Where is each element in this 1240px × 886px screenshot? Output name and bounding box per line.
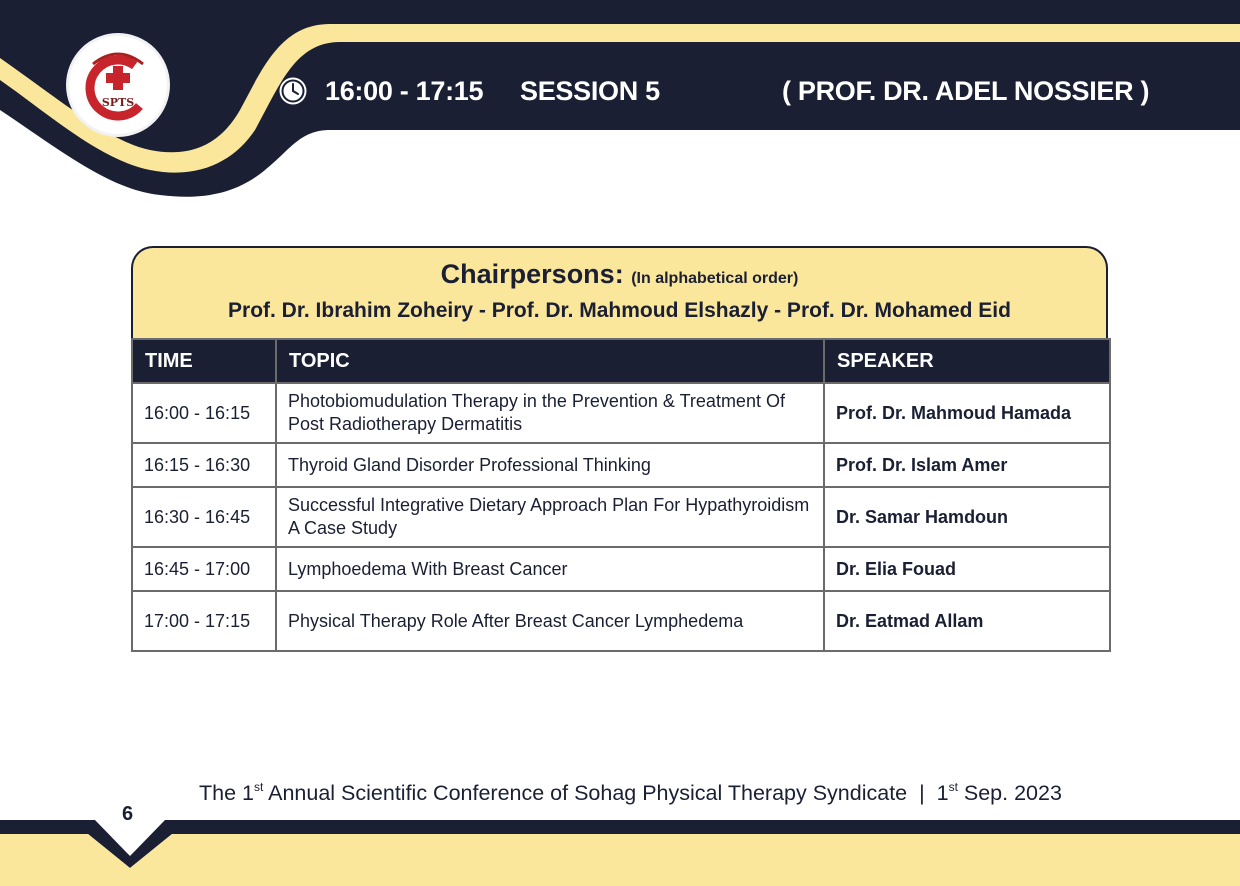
chairpersons-note: (In alphabetical order) [631,270,799,287]
table-header-row [132,339,1110,383]
row-topic: Physical Therapy Role After Breast Cancer Lymphedema [276,591,824,651]
footer-sup-a: st [253,780,264,794]
row-time: 16:45 - 17:00 [132,547,276,591]
page-number: 6 [122,803,134,825]
chairpersons-heading [133,259,1106,290]
footer-yellow [0,834,1240,886]
row-topic: Successful Integrative Dietary Approach Plan For Hypathyroidism A Case Study [276,487,824,547]
session-title: SESSION 5 [520,75,660,106]
syndicate-logo [69,36,167,134]
column-header-topic: TOPIC [276,339,824,383]
row-time: 16:00 - 16:15 [132,383,276,443]
row-speaker: Prof. Dr. Mahmoud Hamada [824,383,1110,443]
row-speaker: Dr. Elia Fouad [824,547,1110,591]
session-chair: ( PROF. DR. ADEL NOSSIER ) [782,76,1150,106]
clock-icon [278,76,308,106]
session-header [278,72,780,110]
session-time: 16:00 - 17:15 [325,75,484,106]
table-row [132,591,1110,651]
footer-text-c: Sep. 2023 [957,781,1062,805]
chairpersons-names: Prof. Dr. Ibrahim Zoheiry - Prof. Dr. Mahmoud Elshazly - Prof. Dr. Mohamed Eid [228,299,1011,322]
conference-footer [199,780,1062,806]
row-speaker: Dr. Eatmad Allam [824,591,1110,651]
table-row [132,383,1110,443]
footer-text-b: Annual Scientific Conference of Sohag Physical Therapy Syndicate | 1 [263,781,949,805]
chairpersons-title: Chairpersons: [440,259,624,289]
row-speaker: Dr. Samar Hamdoun [824,487,1110,547]
table-row [132,547,1110,591]
column-header-time: TIME [132,339,276,383]
footer-text-a: The 1 [199,781,254,805]
table-row [132,487,1110,547]
chairpersons-panel [131,246,1108,338]
row-speaker: Prof. Dr. Islam Amer [824,443,1110,487]
row-time: 16:15 - 16:30 [132,443,276,487]
logo-emblem-icon [69,36,167,134]
row-time: 17:00 - 17:15 [132,591,276,651]
footer-sup-b: st [948,780,958,794]
row-topic: Thyroid Gland Disorder Professional Thinking [276,443,824,487]
table-row [132,443,1110,487]
row-topic: Photobiomudulation Therapy in the Prevention & Treatment Of Post Radiotherapy Dermatitis [276,383,824,443]
logo-text: SPTS [101,96,135,109]
row-time: 16:30 - 16:45 [132,487,276,547]
column-header-speaker: SPEAKER [824,339,1110,383]
row-topic: Lymphoedema With Breast Cancer [276,547,824,591]
schedule-table [131,338,1111,652]
